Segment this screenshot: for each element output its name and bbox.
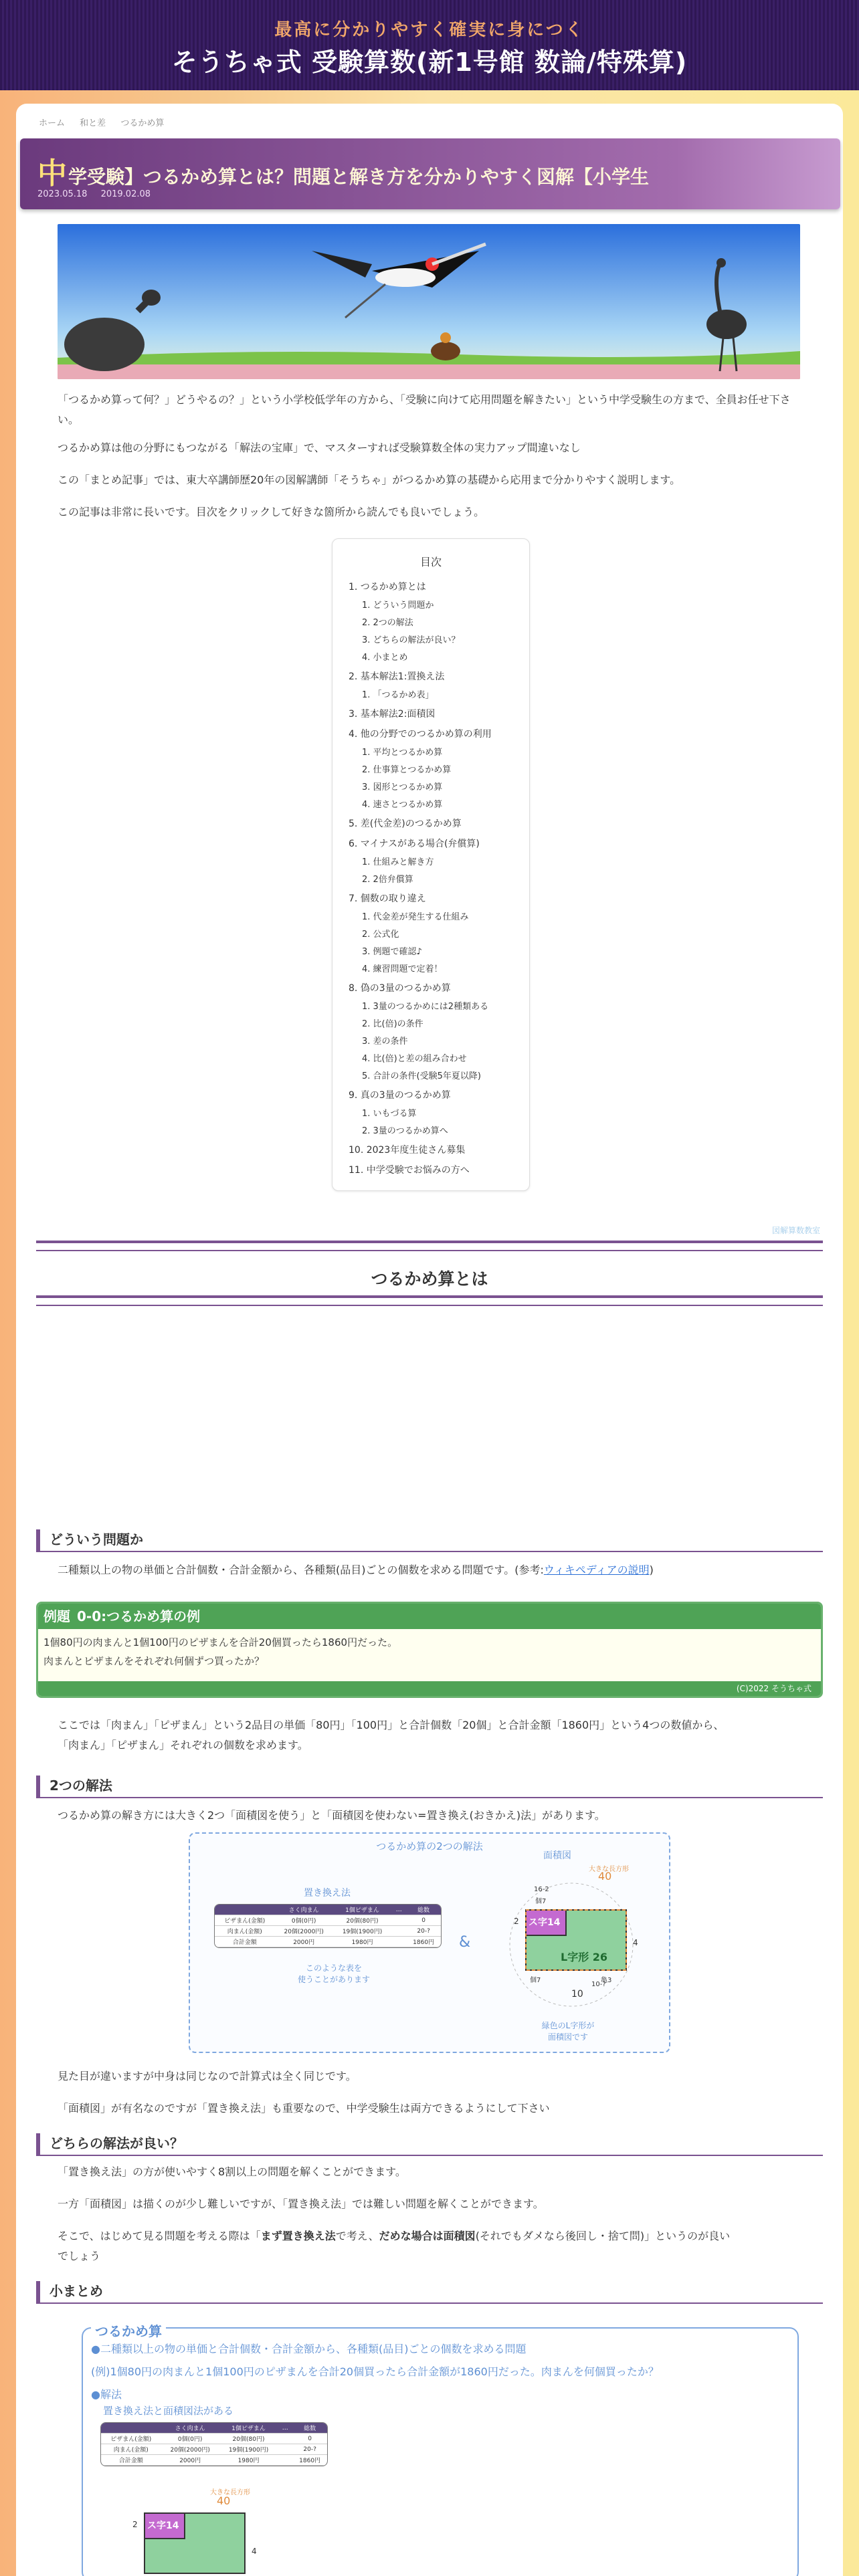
table-header-cell: 総数	[292, 2423, 327, 2434]
table-header-cell: さく肉まん	[161, 2423, 219, 2434]
purple-area: ス字14	[529, 1917, 561, 1928]
toc-item[interactable]: 5. 差(代金差)のつるかめ算	[349, 819, 462, 829]
table-cell	[278, 2444, 292, 2455]
summary-big-value: 40	[217, 2494, 231, 2507]
table-cell: 1980円	[219, 2455, 278, 2466]
left-method-title: 置き換え法	[304, 1888, 351, 1899]
which-line-2: 一方「面積図」は描くのが少し難しいですが、「置き換え法」では難しい問題を解くことができます。	[58, 2197, 544, 2210]
table-cell: 20-?	[406, 1926, 441, 1937]
intro-paragraph-2: つるかめ算は他の分野にもつながる「解法の宝庫」で、マスターすれば受験算数全体の実力アップ間違いなし	[58, 441, 581, 454]
green-area: L字形 26	[561, 1951, 608, 1963]
example-body: 1個80円の肉まんと1個100円のピザまんを合計20個買ったら1860円だった。 肉まんとピザまんをそれぞれ何個ずつ買ったか？	[43, 1636, 398, 1667]
toc-item[interactable]: 2. 基本解法1:置換え法	[349, 671, 445, 682]
big-rect-label: 大きな長方形	[589, 1866, 629, 1873]
explain-line-2: 「肉まん」「ピザまん」それぞれの個数を求めます。	[58, 1739, 308, 1751]
heading-mini-summary: 小まとめ	[36, 2281, 823, 2304]
table-cell: 20個(2000円)	[161, 2444, 219, 2455]
toc-subitem[interactable]: 1. 「つるかめ表」	[362, 690, 434, 700]
table-row	[215, 1926, 441, 1937]
toc-subitem[interactable]: 2. 仕事算とつるかめ算	[362, 765, 452, 775]
table-cell: 肉まん(金額)	[101, 2444, 161, 2455]
table-row	[101, 2455, 327, 2466]
bottom-right: 亀3	[601, 1977, 612, 1984]
which-line-1: 「置き換え法」の方が使いやすく8割以上の問題を解くことができます。	[58, 2165, 406, 2178]
toc-subitem[interactable]: 1. 仕組みと解き方	[362, 857, 434, 867]
table-cell	[391, 1937, 406, 1947]
summary-area-diagram	[110, 2486, 284, 2576]
published-date: 2023.05.18	[37, 189, 88, 199]
table-row	[101, 2444, 327, 2455]
area-diagram	[491, 1863, 665, 2017]
toc-item[interactable]: 3. 基本解法2:面積図	[349, 709, 436, 720]
summary-box	[82, 2323, 799, 2576]
right-method-title: 面積図	[543, 1850, 571, 1861]
table-cell: 20個(80円)	[333, 1915, 391, 1926]
toc-item[interactable]: 8. 偽の3量のつるかめ算	[349, 983, 451, 994]
toc-subitem[interactable]: 4. 速さとつるかめ算	[362, 800, 443, 810]
example-credit: (C)2022 そうちゃ式	[38, 1681, 821, 1696]
table-cell: 19個(1900円)	[333, 1926, 391, 1937]
table-row	[215, 1937, 441, 1947]
table-header-cell: 総数	[406, 1905, 441, 1915]
toc-subitem[interactable]: 4. 比(倍)と差の組み合わせ	[362, 1054, 467, 1064]
hero-image	[58, 224, 800, 379]
two-methods-text: つるかめ算の解き方には大きく2つ「面積図を使う」と「面積図を使わない=置き換え(おきかえ)法」があります。	[58, 1809, 605, 1822]
toc-subitem[interactable]: 2. 2つの解法	[362, 618, 413, 628]
toc-subitem[interactable]: 2. 公式化	[362, 930, 399, 940]
bottom-sub: 10-?	[591, 1981, 606, 1988]
table-row	[101, 2434, 327, 2444]
table-cell: 20個(80円)	[219, 2434, 278, 2444]
heading-what-problem: どういう問題か	[36, 1529, 823, 1552]
right-note: 緑色のL字形が 面積図です	[541, 2021, 595, 2042]
toc-subitem[interactable]: 3. どちらの解法が良い？	[362, 635, 460, 645]
explain-line-1: ここでは「肉まん」「ピザまん」という2品目の単価「80円」「100円」と合計個数「20個」と合計金額「1860円」という4つの数値から、	[58, 1719, 725, 1731]
table-cell: 0	[406, 1915, 441, 1926]
toc-subitem[interactable]: 2. 2倍弁償算	[362, 875, 413, 885]
breadcrumb	[39, 116, 176, 128]
toc-item[interactable]: 7. 個数の取り違え	[349, 893, 426, 904]
section-title: つるかめ算とは	[371, 1269, 488, 1289]
table-cell: 肉まん(金額)	[215, 1926, 274, 1937]
summary-b1: ●二種類以上の物の単価と合計個数・合計金額から、各種類(品目)ごとの個数を求める問題	[91, 2343, 527, 2355]
big-rect-value: 40	[598, 1870, 612, 1883]
site-header	[0, 0, 859, 90]
table-cell: 19個(1900円)	[219, 2444, 278, 2455]
table-cell	[278, 2434, 292, 2444]
table-cell	[278, 2455, 292, 2466]
heading-two-methods: 2つの解法	[36, 1776, 823, 1798]
summary-side-right: 4	[252, 2547, 257, 2556]
toc-subitem[interactable]: 3. 差の条件	[362, 1037, 408, 1047]
image-credit: 図解算数教室	[771, 1226, 820, 1235]
toc-heading: 目次	[419, 556, 442, 568]
toc-subitem[interactable]: 1. 代金差が発生する仕組み	[362, 912, 469, 922]
bottom-left: 個7	[530, 1977, 541, 1984]
table-cell	[391, 1915, 406, 1926]
bottom-value: 10	[571, 1989, 583, 2000]
heading-which-method: どちらの解法が良い？	[36, 2133, 823, 2156]
toc-list	[332, 577, 529, 1180]
breadcrumb-current[interactable]: つるかめ算	[120, 118, 165, 128]
side-right: 4	[633, 1938, 638, 1947]
figure-title: つるかめ算の2つの解法	[376, 1840, 483, 1852]
article-title-bar	[20, 138, 840, 209]
table-cell: 20個(2000円)	[274, 1926, 332, 1937]
side-left: 2	[514, 1917, 519, 1926]
intro-paragraph-4: この記事は非常に長いです。目次をクリックして好きな箇所から読んでも良いでしょう。	[58, 506, 485, 518]
table-cell: 0個(0円)	[161, 2434, 219, 2444]
table-cell: 0個(0円)	[274, 1915, 332, 1926]
intro-paragraph-1: 「つるかめ算って何？」どうやるの？」という小学校低学年の方から、「受験に向けて応用問題を解きたい」という中学受験生の方まで、全員お任せ下さい。	[58, 393, 791, 427]
which-line-3: そこで、はじめて見る問題を考える際は「まず置き換え法で考え、だめな場合は面積図(それでもダメなら後回し・捨て問)」というのが良い でしょう	[58, 2230, 731, 2263]
summary-b4: 置き換え法と面積図法がある	[103, 2405, 234, 2417]
intro-paragraph-3: この「まとめ記事」では、東大卒講師歴20年の図解講師「そうちゃ」がつるかめ算の基礎から応用まで分かりやすく説明します。	[58, 473, 681, 486]
site-tagline: 最高に分かりやすく確実に身につく	[274, 20, 585, 40]
after-figure-2: 「面積図」が有名なのですが「置き換え法」も重要なので、中学受験生は両方できるようにして下さい	[58, 2102, 550, 2115]
table-cell: 1860円	[292, 2455, 327, 2466]
table-cell: 1980円	[333, 1937, 391, 1947]
toc-item[interactable]: 10. 2023年度生徒さん募集	[349, 1145, 466, 1156]
section-rule-bottom	[36, 1295, 823, 1306]
ampersand: &	[459, 1934, 471, 1951]
summary-side-left: 2	[132, 2520, 138, 2529]
toc-subitem[interactable]: 1. いもづる算	[362, 1109, 417, 1119]
replacement-table	[214, 1904, 442, 1948]
table-row	[215, 1915, 441, 1926]
table-cell: ピザまん(金額)	[101, 2434, 161, 2444]
toc-subitem[interactable]: 1. どういう問題か	[362, 601, 434, 611]
table-header-cell: さく肉まん	[274, 1905, 332, 1915]
toc-subitem[interactable]: 2. 比(倍)の条件	[362, 1019, 423, 1029]
table-header-cell: 1個ピザまん	[333, 1905, 391, 1915]
article-card	[16, 104, 843, 2576]
breadcrumb-category[interactable]: 和と差	[80, 118, 106, 128]
table-cell: 2000円	[274, 1937, 332, 1947]
section-rule-top	[36, 1241, 823, 1251]
table-cell: 合計金額	[101, 2455, 161, 2466]
summary-tab: つるかめ算	[91, 2321, 166, 2340]
toc-subitem[interactable]: 3. 例題で確認♪	[362, 947, 422, 957]
table-cell: 2000円	[161, 2455, 219, 2466]
table-cell: 20-?	[292, 2444, 327, 2455]
breadcrumb-home[interactable]: ホーム	[39, 118, 66, 128]
top-sub: 個7	[535, 1898, 547, 1905]
toc-item[interactable]: 1. つるかめ算とは	[349, 582, 426, 593]
summary-b3: ●解法	[91, 2388, 122, 2401]
example-box	[36, 1602, 823, 1698]
summary-b2: (例)1個80円の肉まんと1個100円のピザまんを合計20個買ったら合計金額が1860円だった。肉まんを何個買ったか？	[91, 2365, 659, 2378]
toc-subitem[interactable]: 2. 3量のつるかめ算へ	[362, 1126, 448, 1136]
table-cell: 0	[292, 2434, 327, 2444]
wikipedia-link[interactable]: ウィキペディアの説明	[543, 1564, 650, 1576]
what-problem-text: 二種類以上の物の単価と合計個数・合計金額から、各種類(品目)ごとの個数を求める問題です。(参考:ウィキペディアの説明)	[58, 1564, 654, 1576]
table-header-cell: 1個ピザまん	[219, 2423, 278, 2434]
article-title: 中学受験】つるかめ算とは？問題と解き方を分かりやすく図解【小学生	[37, 156, 650, 191]
toc-item[interactable]: 9. 真の3量のつるかめ算	[349, 1090, 451, 1101]
table-header-cell: …	[278, 2423, 292, 2434]
after-figure-1: 見た目が違いますが中身は同じなので計算式は全く同じです。	[58, 2070, 357, 2082]
toc-item[interactable]: 11. 中学受験でお悩みの方へ	[349, 1165, 470, 1176]
article-dates	[37, 189, 161, 199]
summary-table	[100, 2422, 328, 2466]
table-cell: ピザまん(金額)	[215, 1915, 274, 1926]
table-header-cell	[101, 2423, 161, 2434]
toc-item[interactable]: 4. 他の分野でのつるかめ算の利用	[349, 729, 492, 740]
table-cell: 合計金額	[215, 1937, 274, 1947]
left-note: このような表を 使うことがあります	[297, 1963, 370, 1984]
updated-date: 2019.02.08	[100, 189, 151, 199]
table-of-contents	[332, 538, 530, 1191]
toc-subitem[interactable]: 4. 練習問題で定着！	[362, 964, 443, 974]
toc-item[interactable]: 6. マイナスがある場合(弁償算)	[349, 839, 480, 849]
methods-figure	[189, 1832, 670, 2053]
toc-subitem[interactable]: 5. 合計の条件(受験5年夏以降)	[362, 1071, 481, 1081]
top-label: 16-2	[534, 1886, 549, 1893]
summary-purple: ス字14	[147, 2520, 179, 2531]
table-cell	[391, 1926, 406, 1937]
table-header-cell: …	[391, 1905, 406, 1915]
table-header-cell	[215, 1905, 274, 1915]
site-title[interactable]: そうちゃ式 受験算数(新1号館 数論/特殊算)	[171, 47, 688, 77]
example-header: 例題 0-0:つるかめ算の例	[38, 1604, 821, 1629]
toc-subitem[interactable]: 3. 図形とつるかめ算	[362, 782, 443, 792]
toc-subitem[interactable]: 4. 小まとめ	[362, 653, 408, 663]
toc-subitem[interactable]: 1. 3量のつるかめには2種類ある	[362, 1002, 489, 1012]
toc-subitem[interactable]: 1. 平均とつるかめ算	[362, 748, 443, 758]
table-cell: 1860円	[406, 1937, 441, 1947]
summary-big-label: 大きな長方形	[210, 2489, 250, 2496]
